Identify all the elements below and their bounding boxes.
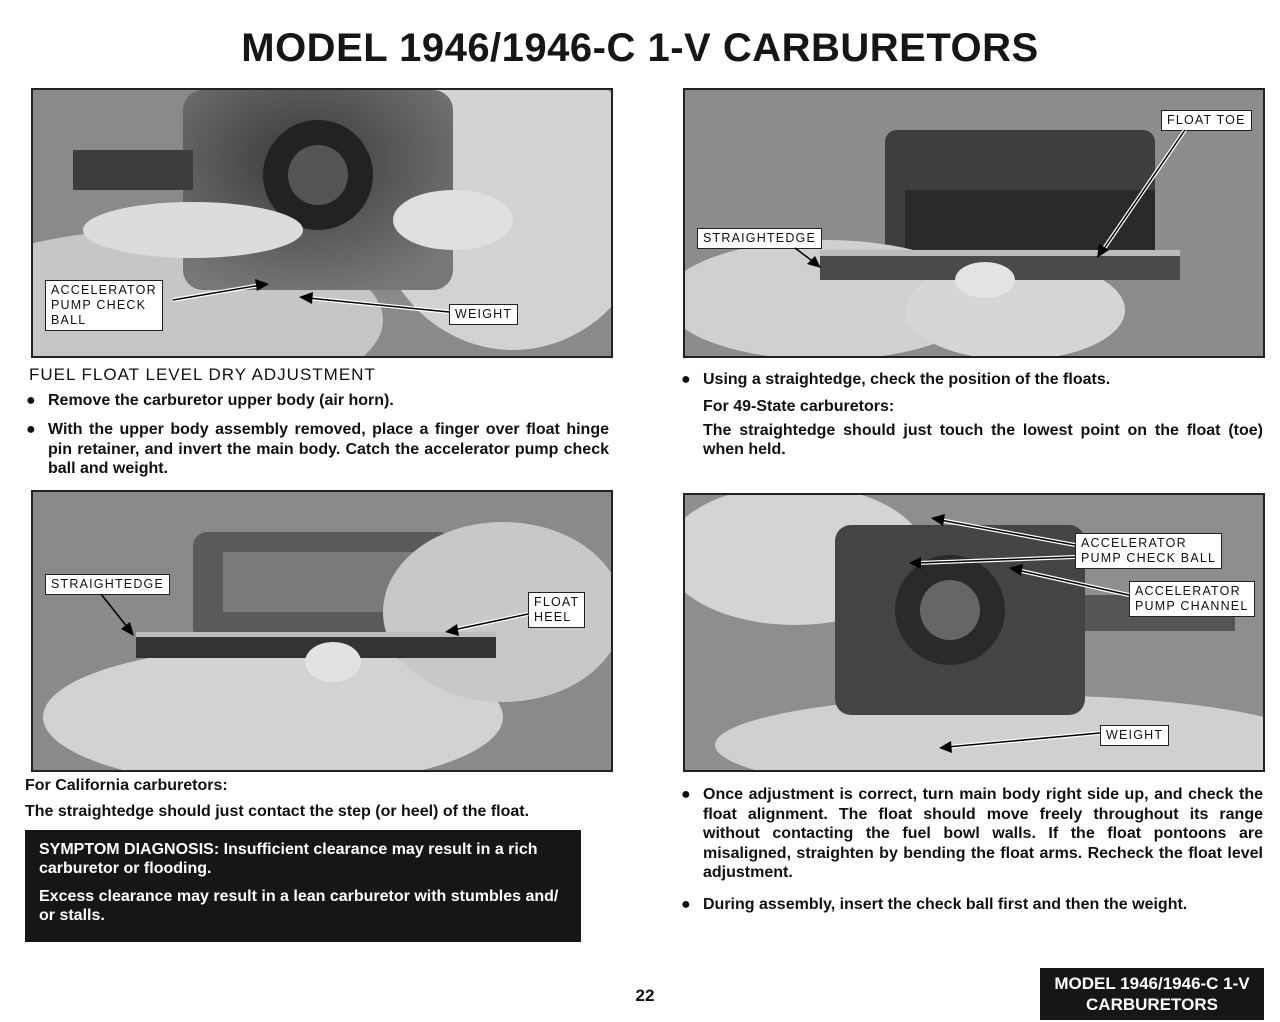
- weight-label: WEIGHT: [449, 304, 518, 325]
- page-title: MODEL 1946/1946-C 1-V CARBURETORS: [241, 26, 1039, 70]
- list-item: ● Once adjustment is correct, turn main body right side up, and check the float alignment. The float should move freely throughout its range without contacting the fuel bowl walls. If the float pontoons are misaligned, straighten by bending the float arms. Recheck the float level adjustment.: [681, 786, 1263, 881]
- photo-float-heel-straightedge: [31, 490, 613, 772]
- bullet-icon: ●: [681, 371, 691, 388]
- accelerator-pump-channel-label: ACCELERATOR PUMP CHANNEL: [1129, 581, 1255, 617]
- accelerator-pump-check-ball-label: ACCELERATOR PUMP CHECK BALL: [1075, 533, 1222, 569]
- sub-heading: For 49-State carburetors:: [703, 398, 895, 415]
- symptom-diagnosis-box: [25, 830, 581, 942]
- paragraph: The straightedge should just touch the lowest point on the float (toe) when held.: [703, 422, 1263, 458]
- footer-model-box: MODEL 1946/1946-C 1-V CARBURETORS: [1040, 968, 1264, 1020]
- symptom-text-1: SYMPTOM DIAGNOSIS: Insufficient clearance may result in a rich carburetor or flooding.: [39, 841, 538, 877]
- bullet-icon: ●: [681, 896, 691, 913]
- list-item: ● During assembly, insert the check ball first and then the weight.: [681, 896, 1188, 913]
- photo-float-toe-straightedge: [683, 88, 1265, 358]
- bullet-icon: ●: [26, 421, 36, 438]
- weight-label: WEIGHT: [1100, 725, 1169, 746]
- straightedge-label: STRAIGHTEDGE: [45, 574, 170, 595]
- list-item: ● Using a straightedge, check the position of the floats.: [681, 371, 1111, 388]
- float-heel-label: FLOAT HEEL: [528, 592, 585, 628]
- bullet-icon: ●: [681, 786, 691, 803]
- sub-heading: For California carburetors:: [25, 777, 228, 794]
- bullet-icon: ●: [26, 392, 36, 409]
- photo-check-ball-channel-weight: [683, 493, 1265, 772]
- list-item: ● With the upper body assembly removed, place a finger over float hinge pin retainer, and invert the main body. Catch the accelerator pump check ball and weight.: [26, 421, 609, 477]
- section-heading: FUEL FLOAT LEVEL DRY ADJUSTMENT: [29, 365, 376, 384]
- list-item: ● Remove the carburetor upper body (air horn).: [26, 392, 394, 409]
- photo-accelerator-pump-check-ball: [31, 88, 613, 358]
- symptom-text-2: Excess clearance may result in a lean carburetor with stumbles and/ or stalls.: [39, 888, 559, 924]
- paragraph: The straightedge should just contact the step (or heel) of the float.: [25, 803, 530, 820]
- float-toe-label: FLOAT TOE: [1161, 110, 1252, 131]
- page-number: 22: [635, 986, 655, 1005]
- carburetor-photo: [33, 492, 611, 770]
- straightedge-label: STRAIGHTEDGE: [697, 228, 822, 249]
- accelerator-pump-check-ball-label: ACCELERATOR PUMP CHECK BALL: [45, 280, 163, 331]
